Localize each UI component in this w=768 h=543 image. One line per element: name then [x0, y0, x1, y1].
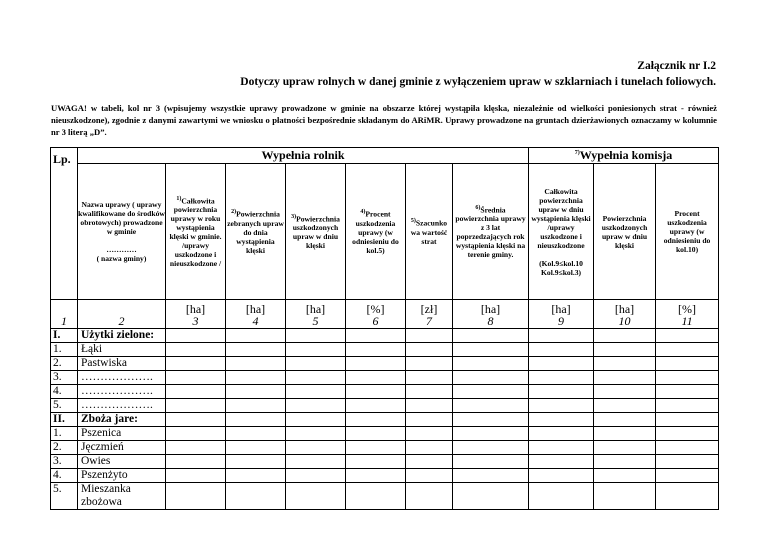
value-cell[interactable]	[286, 427, 346, 441]
value-cell[interactable]	[594, 343, 656, 357]
col-header-damaged-area: $^{3)}$Powierzchnia uszkodzonych upraw w dniu klęski	[286, 164, 346, 300]
value-cell[interactable]	[594, 329, 656, 343]
value-cell[interactable]	[286, 371, 346, 385]
value-cell[interactable]	[166, 455, 226, 469]
crop-name: zbożowa	[78, 496, 166, 510]
value-cell[interactable]	[529, 385, 594, 399]
value-cell[interactable]	[656, 427, 719, 441]
value-cell[interactable]	[166, 441, 226, 455]
value-cell[interactable]	[594, 357, 656, 371]
value-cell[interactable]	[594, 427, 656, 441]
value-cell[interactable]	[453, 427, 529, 441]
value-cell[interactable]	[406, 343, 453, 357]
value-cell[interactable]	[226, 469, 286, 483]
group-rolnik: Wypełnia rolnik	[78, 148, 529, 164]
value-cell[interactable]	[529, 427, 594, 441]
value-cell[interactable]	[406, 496, 453, 510]
value-cell[interactable]	[656, 496, 719, 510]
crop-name: Pastwiska	[78, 357, 166, 371]
col-header-loss-value: $^{5)}$Szacunko wa wartość strat	[406, 164, 453, 300]
value-cell[interactable]	[346, 441, 406, 455]
col-header-damage-percent: $^{4)}$Procent uszkodzenia uprawy (w odniesieniu do kol.5)	[346, 164, 406, 300]
column-unit: [%] 6	[346, 300, 406, 329]
value-cell[interactable]	[226, 329, 286, 343]
value-cell[interactable]	[346, 343, 406, 357]
row-number: II.	[51, 413, 78, 427]
value-cell[interactable]	[529, 441, 594, 455]
value-cell[interactable]	[453, 469, 529, 483]
crop-name: ……………….	[78, 399, 166, 413]
value-cell[interactable]	[166, 427, 226, 441]
value-cell[interactable]	[594, 371, 656, 385]
value-cell[interactable]	[406, 413, 453, 427]
col-header-total-area: $^{1)}$Całkowita powierzchnia uprawy w roku wystąpienia klęski w gminie. /uprawy uszkodzone i nieuszkodzone /	[166, 164, 226, 300]
value-cell[interactable]	[286, 343, 346, 357]
table-row	[51, 441, 719, 455]
table-row	[51, 496, 719, 510]
value-cell[interactable]	[346, 399, 406, 413]
value-cell[interactable]	[406, 441, 453, 455]
value-cell[interactable]	[453, 371, 529, 385]
value-cell[interactable]	[656, 357, 719, 371]
value-cell[interactable]	[166, 357, 226, 371]
value-cell[interactable]	[453, 357, 529, 371]
col-header-commission-total-area: Całkowita powierzchnia upraw w dniu wystąpienia klęski /uprawy uszkodzone i nieuszkodzone (Kol.9≤kol.10 Kol.9≤kol.3)	[529, 164, 594, 300]
value-cell[interactable]	[656, 329, 719, 343]
value-cell[interactable]	[166, 343, 226, 357]
column-number: 1	[51, 300, 78, 329]
value-cell[interactable]	[226, 455, 286, 469]
crop-name: Owies	[78, 455, 166, 469]
value-cell[interactable]	[594, 441, 656, 455]
value-cell[interactable]	[346, 413, 406, 427]
value-cell[interactable]	[286, 413, 346, 427]
value-cell[interactable]	[406, 483, 453, 497]
units-row	[51, 300, 719, 329]
column-unit: [ha] 10	[594, 300, 656, 329]
value-cell[interactable]	[166, 385, 226, 399]
value-cell[interactable]	[529, 455, 594, 469]
value-cell[interactable]	[166, 371, 226, 385]
row-number: 4.	[51, 469, 78, 483]
crop-name: Użytki zielone:	[78, 329, 166, 343]
row-number: 1.	[51, 427, 78, 441]
value-cell[interactable]	[346, 329, 406, 343]
col-header-harvested-area: $^{2)}$Powierzchnia zebranych upraw do dnia wystąpienia klęski	[226, 164, 286, 300]
value-cell[interactable]	[406, 455, 453, 469]
value-cell[interactable]	[346, 385, 406, 399]
value-cell[interactable]	[453, 496, 529, 510]
value-cell[interactable]	[656, 455, 719, 469]
table-row	[51, 427, 719, 441]
value-cell[interactable]	[286, 399, 346, 413]
value-cell[interactable]	[594, 455, 656, 469]
value-cell[interactable]	[529, 413, 594, 427]
crop-name: Zboża jare:	[78, 413, 166, 427]
row-number: 3.	[51, 371, 78, 385]
value-cell[interactable]	[594, 483, 656, 497]
value-cell[interactable]	[406, 399, 453, 413]
table-row	[51, 455, 719, 469]
value-cell[interactable]	[166, 399, 226, 413]
crop-name: ……………….	[78, 371, 166, 385]
value-cell[interactable]	[453, 483, 529, 497]
value-cell[interactable]	[594, 469, 656, 483]
value-cell[interactable]	[166, 483, 226, 497]
value-cell[interactable]	[226, 371, 286, 385]
table-row	[51, 399, 719, 413]
value-cell[interactable]	[286, 469, 346, 483]
value-cell[interactable]	[226, 413, 286, 427]
value-cell[interactable]	[346, 371, 406, 385]
value-cell[interactable]	[286, 357, 346, 371]
value-cell[interactable]	[346, 469, 406, 483]
value-cell[interactable]	[406, 357, 453, 371]
value-cell[interactable]	[594, 413, 656, 427]
value-cell[interactable]	[406, 371, 453, 385]
value-cell[interactable]	[406, 427, 453, 441]
value-cell[interactable]	[529, 399, 594, 413]
value-cell[interactable]	[226, 357, 286, 371]
value-cell[interactable]	[406, 329, 453, 343]
value-cell[interactable]	[656, 343, 719, 357]
column-unit: [ha] 4	[226, 300, 286, 329]
column-unit: [ha] 3	[166, 300, 226, 329]
table-row	[51, 371, 719, 385]
value-cell[interactable]	[226, 441, 286, 455]
table-row	[51, 329, 719, 343]
warning-note: UWAGA! w tabeli, kol nr 3 (wpisujemy wszystkie uprawy prowadzone w gminie na obszarze której wystąpiła klęska, niezależnie od wielkości poniesionych strat - również nieuszkodzone), zgodnie z danymi zawartymi we wniosku o płatności bezpośrednie składanym do ARiMR. Uprawy prowadzone na gruntach dzierżawionych oznaczamy w kolumnie nr 3 literą „D”.	[51, 103, 717, 137]
value-cell[interactable]	[226, 343, 286, 357]
value-cell[interactable]	[656, 371, 719, 385]
row-number: 5.	[51, 483, 78, 497]
value-cell[interactable]	[286, 441, 346, 455]
row-number: 4.	[51, 385, 78, 399]
col-header-crop-name: Nazwa uprawy ( uprawy kwalifikowane do środków obrotowych) prowadzone w gminie ………… ( nazwa gminy)	[78, 164, 166, 300]
value-cell[interactable]	[226, 399, 286, 413]
value-cell[interactable]	[453, 441, 529, 455]
crop-name: Pszenica	[78, 427, 166, 441]
crop-name: Mieszanka	[78, 483, 166, 497]
value-cell[interactable]	[529, 371, 594, 385]
crop-name: Łąki	[78, 343, 166, 357]
value-cell[interactable]	[166, 496, 226, 510]
row-number: 1.	[51, 343, 78, 357]
value-cell[interactable]	[286, 496, 346, 510]
value-cell[interactable]	[529, 483, 594, 497]
value-cell[interactable]	[453, 329, 529, 343]
value-cell[interactable]	[656, 385, 719, 399]
losses-table	[50, 147, 719, 510]
value-cell[interactable]	[453, 343, 529, 357]
value-cell[interactable]	[406, 469, 453, 483]
value-cell[interactable]	[346, 483, 406, 497]
value-cell[interactable]	[656, 469, 719, 483]
value-cell[interactable]	[346, 455, 406, 469]
value-cell[interactable]	[286, 385, 346, 399]
column-unit: [ha] 5	[286, 300, 346, 329]
value-cell[interactable]	[529, 469, 594, 483]
row-number: 2.	[51, 441, 78, 455]
lp-header: Lp.	[51, 148, 78, 300]
table-row	[51, 469, 719, 483]
document-subtitle: Dotyczy upraw rolnych w danej gminie z wyłączeniem upraw w szklarniach i tunelach foliowych.	[240, 76, 716, 88]
value-cell[interactable]	[453, 413, 529, 427]
table-row	[51, 483, 719, 497]
crop-name: ……………….	[78, 385, 166, 399]
value-cell[interactable]	[166, 329, 226, 343]
table-row	[51, 413, 719, 427]
value-cell[interactable]	[529, 496, 594, 510]
value-cell[interactable]	[594, 496, 656, 510]
value-cell[interactable]	[529, 343, 594, 357]
value-cell[interactable]	[594, 385, 656, 399]
value-cell[interactable]	[656, 441, 719, 455]
value-cell[interactable]	[226, 483, 286, 497]
value-cell[interactable]	[286, 483, 346, 497]
row-number: 5.	[51, 399, 78, 413]
value-cell[interactable]	[453, 385, 529, 399]
column-unit: [%] 11	[656, 300, 719, 329]
value-cell[interactable]	[166, 469, 226, 483]
group-komisja: $^{7)}$Wypełnia komisja	[529, 148, 719, 164]
value-cell[interactable]	[453, 399, 529, 413]
value-cell[interactable]	[346, 427, 406, 441]
col-header-commission-damage-percent: Procent uszkodzenia uprawy (w odniesieniu do kol.10)	[656, 164, 719, 300]
value-cell[interactable]	[529, 329, 594, 343]
table-row	[51, 357, 719, 371]
crop-name: Jęczmień	[78, 441, 166, 455]
attachment-number: Załącznik nr I.2	[637, 60, 716, 72]
value-cell[interactable]	[656, 399, 719, 413]
value-cell[interactable]	[594, 399, 656, 413]
value-cell[interactable]	[406, 385, 453, 399]
value-cell[interactable]	[226, 385, 286, 399]
value-cell[interactable]	[656, 413, 719, 427]
row-number: 3.	[51, 455, 78, 469]
col-header-average-area: $^{6)}$Średnia powierzchnia uprawy z 3 lat poprzedzających rok wystąpienia klęski na terenie gminy.	[453, 164, 529, 300]
row-number	[51, 496, 78, 510]
value-cell[interactable]	[529, 357, 594, 371]
crop-name: Pszenżyto	[78, 469, 166, 483]
row-number: 2.	[51, 357, 78, 371]
column-unit: [ha] 8	[453, 300, 529, 329]
column-unit: [zł] 7	[406, 300, 453, 329]
value-cell[interactable]	[166, 413, 226, 427]
value-cell[interactable]	[286, 329, 346, 343]
value-cell[interactable]	[286, 455, 346, 469]
column-unit: [ha] 9	[529, 300, 594, 329]
table-row	[51, 385, 719, 399]
value-cell[interactable]	[346, 357, 406, 371]
column-number: 2	[78, 300, 166, 329]
col-header-commission-damaged-area: Powierzchnia uszkodzonych upraw w dniu klęski	[594, 164, 656, 300]
row-number: I.	[51, 329, 78, 343]
value-cell[interactable]	[656, 483, 719, 497]
value-cell[interactable]	[226, 496, 286, 510]
value-cell[interactable]	[226, 427, 286, 441]
value-cell[interactable]	[346, 496, 406, 510]
value-cell[interactable]	[453, 455, 529, 469]
table-row	[51, 343, 719, 357]
